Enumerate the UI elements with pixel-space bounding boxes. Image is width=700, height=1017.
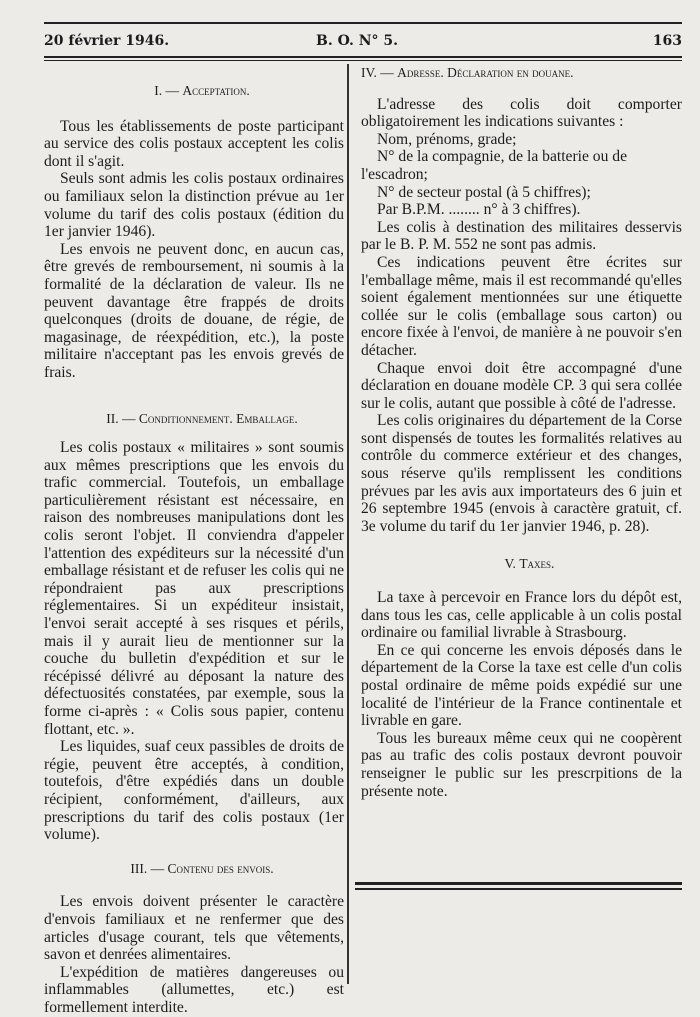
section-title-taxes: V. Taxes. (504, 556, 555, 572)
paragraph: Chaque envoi doit être accompagné d'une déclaration en douane modèle CP. 3 qui sera collée sur le colis, autant que possible à côté de l'adresse. (361, 359, 682, 412)
paragraph: Les colis à destination des militaires desservis par le B. P. M. 552 ne sont pas admis. (361, 218, 682, 254)
section-title-contenu: III. — Contenu des envois. (130, 860, 274, 876)
running-header (44, 33, 682, 55)
header-rule-thin (44, 60, 682, 61)
paragraph: Les liquides, suaf ceux passibles de droits de régie, peuvent être acceptés, à condition, toutefois, d'être expédiés dans un double récipient, conformément, d'ailleurs, aux prescriptions du tarif des colis postaux (1er volume). (44, 738, 344, 844)
paragraph: L'expédition de matières dangereuses ou inflammables (allumettes, etc.) est formellement interdite. (44, 963, 344, 1016)
address-item: N° de secteur postal (à 5 chiffres); (377, 183, 591, 201)
address-item: N° de la compagnie, de la batterie ou de l'escadron; (361, 148, 628, 183)
header-date: 20 février 1946. (44, 33, 170, 49)
paragraph: L'adresse des colis doit comporter obligatoirement les indications suivantes : (361, 95, 682, 131)
paragraph: Les colis postaux « militaires » sont soumis aux mêmes prescriptions que les envois du trafic commercial. Toutefois, un emballage particulièrement résistant est nécessaire, en raison des nombreuses manipulations dont les colis seront l'objet. Il conviendra d'appeler l'attention des expéditeurs sur la nécessité d'un emballage résistant et de refuser les colis qui ne répondraient pas aux prescriptions réglementaires. Si un expéditeur insistait, l'envoi serait accepté à ses risques et périls, mais il y aurait lieu de mentionner sur la couche du bulletin d'expédition et sur le récépissé délivré au déposant la nature des défectuosités constatées, par exemple, sous la forme ci-après : « Colis sous papier, contenu flottant, etc. ». (44, 439, 344, 738)
top-rule (44, 22, 682, 24)
paragraph: La taxe à percevoir en France lors du dépôt est, dans tous les cas, celle applicable à un colis postal ordinaire ou familial livrable à Strasbourg. (361, 589, 682, 642)
column-divider (347, 64, 349, 984)
section-title-adresse: IV. — Adresse. Déclaration en douane. (361, 65, 574, 80)
address-item: Par B.P.M. ........ n° à 3 chiffres). (377, 201, 581, 219)
paragraph: Les envois ne peuvent donc, en aucun cas, être grevés de remboursement, ni soumis à la formalité de la déclaration de valeur. Ils ne peuvent davantage être frappés de droits quelconques (droits de douane, de régie, de magasinage, de réexpédition, etc.), la poste militaire n'acceptant pas les envois grevés de frais. (44, 240, 344, 381)
left-column (44, 82, 344, 1017)
paragraph: Tous les établissements de poste participant au service des colis postaux acceptent les colis dont il s'agit. (44, 117, 344, 170)
header-page-number: 163 (652, 33, 682, 49)
header-bulletin: B. O. N° 5. (316, 33, 398, 49)
section-title-conditionnement: II. — Conditionnement. Emballage. (106, 410, 298, 426)
paragraph: Ces indications peuvent être écrites sur l'emballage même, mais il est recommandé qu'elles soient également mentionnées sur une étiquette collée sur le colis (emballage sous carton) ou encore fixée à l'envoi, de manière à ne pouvoir s'en détacher. (361, 253, 682, 359)
paragraph: En ce qui concerne les envois déposés dans le département de la Corse la taxe est celle d'un colis postal ordinaire de même poids expédié sur une localité de l'intérieur de la France continentale et livrable en gare. (361, 641, 682, 730)
paragraph: Les colis originaires du département de la Corse sont dispensés de toutes les formalités relatives au contrôle du commerce extérieur et des changes, sous réserve qu'ils remplissent les conditions prévues par les avis aux importateurs des 6 juin et 26 septembre 1945 (envois à caractère gratuit, cf. 3e volume du tarif du 1er janvier 1946, p. 28). (361, 412, 682, 535)
paragraph: Tous les bureaux même ceux qui ne coopèrent pas au trafic des colis postaux devront pouvoir renseigner le public sur les prescrpitions de la présente note. (361, 729, 682, 800)
address-item: Nom, prénoms, grade; (377, 130, 517, 148)
header-rule (44, 56, 682, 58)
right-column (361, 64, 682, 800)
section-title-acceptation: I. — Acceptation. (154, 83, 250, 98)
end-rule-thin (355, 888, 682, 890)
end-rule (355, 882, 682, 885)
paragraph: Les envois doivent présenter le caractère d'envois familiaux et ne renfermer que des articles d'usage courant, tels que vêtements, savon et denrées alimentaires. (44, 893, 344, 964)
paragraph: Seuls sont admis les colis postaux ordinaires ou familiaux selon la distinction prévue au 1er volume du tarif des colis postaux (édition du 1er janvier 1946). (44, 170, 344, 241)
